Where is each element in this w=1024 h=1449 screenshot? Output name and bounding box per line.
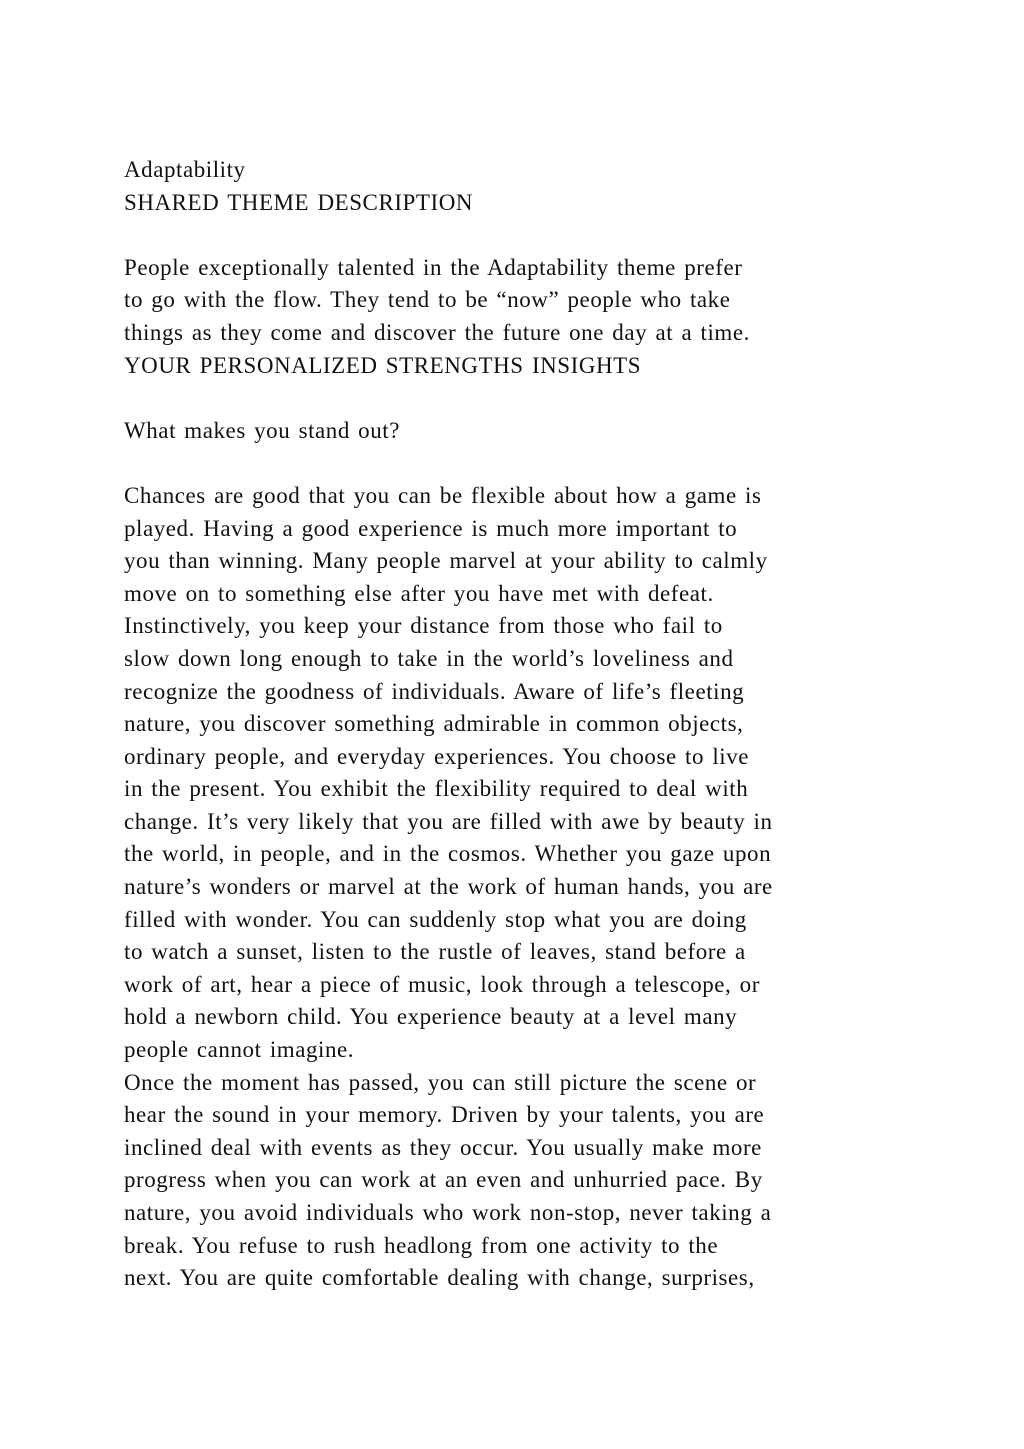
paragraph-line: played. Having a good experience is much more important to [124,515,738,541]
document-title: Adaptability [124,157,246,182]
paragraph-line: the world, in people, and in the cosmos. Whether you gaze upon [124,841,772,867]
question-heading: What makes you stand out? [124,417,400,443]
paragraph-line: next. You are quite comfortable dealing with change, surprises, [124,1265,755,1291]
paragraph-line: in the present. You exhibit the flexibility required to deal with [124,776,749,802]
paragraph-line: things as they come and discover the future one day at a time. [124,319,750,345]
shared-theme-paragraph [124,252,984,350]
blank-line [124,382,984,415]
paragraph-line: hear the sound in your memory. Driven by your talents, you are [124,1102,765,1128]
paragraph-line: change. It’s very likely that you are filled with awe by beauty in [124,808,773,834]
paragraph-line: inclined deal with events as they occur. You usually make more [124,1134,762,1160]
paragraph-line: break. You refuse to rush headlong from one activity to the [124,1232,719,1258]
paragraph-line: hold a newborn child. You experience beauty at a level many [124,1004,738,1030]
paragraph-line: recognize the goodness of individuals. Aware of life’s fleeting [124,678,745,704]
paragraph-line: Chances are good that you can be flexible about how a game is [124,482,762,508]
paragraph-line: to go with the flow. They tend to be “now” people who take [124,287,731,313]
paragraph-line: People exceptionally talented in the Adaptability theme prefer [124,254,743,280]
section-heading-personalized: YOUR PERSONALIZED STRENGTHS INSIGHTS [124,352,642,378]
paragraph-line: you than winning. Many people marvel at your ability to calmly [124,548,768,574]
paragraph-line: slow down long enough to take in the world’s loveliness and [124,645,734,671]
paragraph-line: ordinary people, and everyday experiences. You choose to live [124,743,750,769]
paragraph-line: Instinctively, you keep your distance from those who fail to [124,613,723,639]
paragraph-line: Once the moment has passed, you can still picture the scene or [124,1069,757,1095]
insights-paragraph [124,480,984,1295]
paragraph-line: nature, you avoid individuals who work non-stop, never taking a [124,1200,772,1225]
blank-line [124,219,984,252]
paragraph-line: to watch a sunset, listen to the rustle of leaves, stand before a [124,939,746,965]
paragraph-line: filled with wonder. You can suddenly stop what you are doing [124,906,747,932]
section-heading-shared-theme: SHARED THEME DESCRIPTION [124,189,474,215]
paragraph-line: progress when you can work at an even and unhurried pace. By [124,1167,763,1193]
paragraph-line: work of art, hear a piece of music, look through a telescope, or [124,971,760,997]
paragraph-line: people cannot imagine. [124,1037,355,1063]
document-body [124,154,984,1295]
paragraph-line: nature’s wonders or marvel at the work of human hands, you are [124,874,773,900]
paragraph-line: nature, you discover something admirable in common objects, [124,711,744,737]
blank-line [124,447,984,480]
paragraph-line: move on to something else after you have met with defeat. [124,580,714,606]
